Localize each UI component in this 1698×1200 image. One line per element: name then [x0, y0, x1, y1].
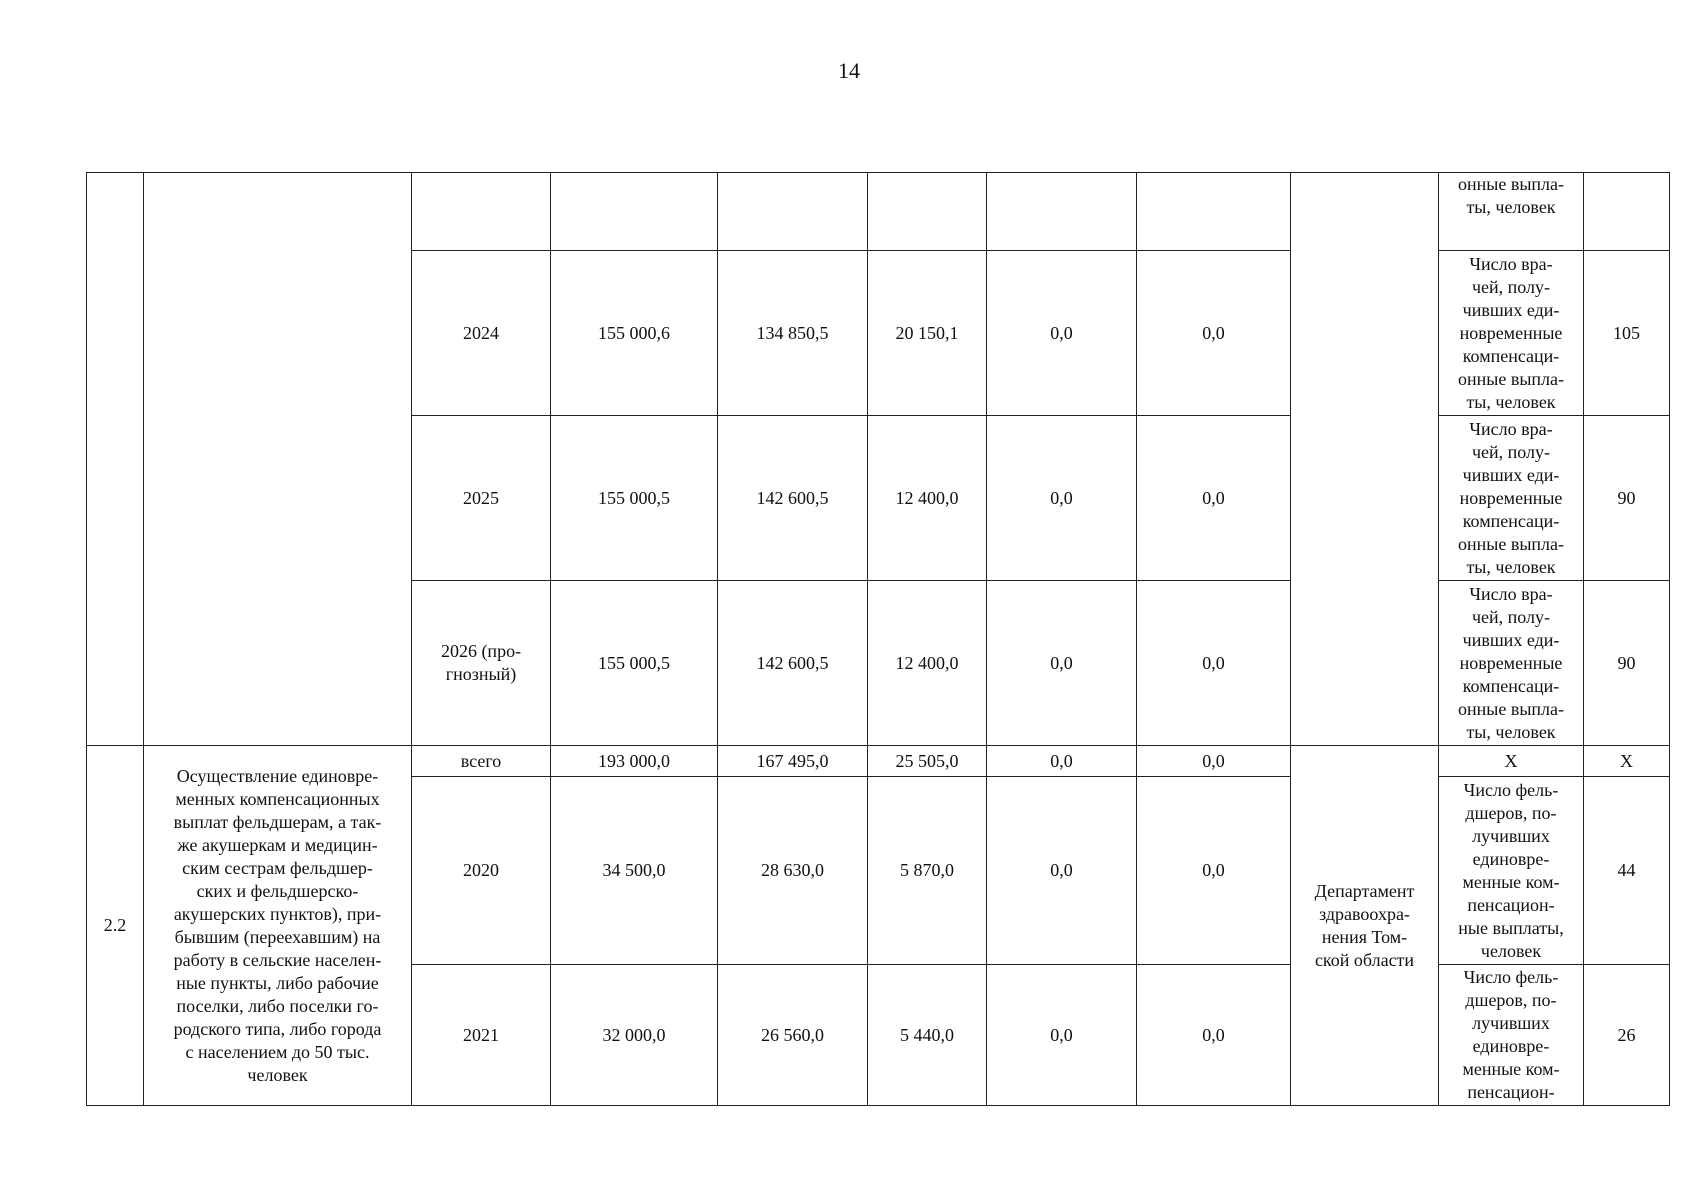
value-cell: Х — [1584, 746, 1670, 777]
description-cell: Осуществление единовре- менных компенсационных выплат фельдшерам, а так- же акушеркам и медицин- ским сестрам фельдшер- ских и фельдшерско- акушерских пунктов), при- бывшим (переехавшим) на работу в сельские населен- ные пункты, либо рабочие поселки, либо поселки го- родского типа, либо города с населением до 50 тыс. человек — [144, 746, 412, 1106]
indicator-cell: Число вра- чей, полу- чивших еди- новременные компенсаци- онные выпла- ты, человек — [1439, 581, 1584, 746]
year-cell: 2021 — [412, 965, 551, 1106]
federal-cell: 142 600,5 — [718, 416, 868, 581]
other-cell: 0,0 — [1137, 746, 1291, 777]
indicator-cell: Число вра- чей, полу- чивших еди- новременные компенсаци- онные выпла- ты, человек — [1439, 251, 1584, 416]
local-cell: 0,0 — [987, 416, 1137, 581]
indicator-cell: онные выпла- ты, человек — [1439, 173, 1584, 251]
total-cell: 32 000,0 — [551, 965, 718, 1106]
year-cell: 2024 — [412, 251, 551, 416]
federal-cell: 167 495,0 — [718, 746, 868, 777]
other-cell: 0,0 — [1137, 416, 1291, 581]
regional-cell — [868, 173, 987, 251]
regional-cell: 12 400,0 — [868, 581, 987, 746]
indicator-cell: Число вра- чей, полу- чивших еди- новременные компенсаци- онные выпла- ты, человек — [1439, 416, 1584, 581]
local-cell: 0,0 — [987, 777, 1137, 965]
value-cell: 44 — [1584, 777, 1670, 965]
total-cell: 155 000,5 — [551, 416, 718, 581]
local-cell — [987, 173, 1137, 251]
description-cell-prev — [144, 173, 412, 746]
total-cell: 193 000,0 — [551, 746, 718, 777]
total-cell: 155 000,6 — [551, 251, 718, 416]
regional-cell: 5 870,0 — [868, 777, 987, 965]
federal-cell: 134 850,5 — [718, 251, 868, 416]
indicator-cell: Число фель- дшеров, по- лучивших единовре- менные ком- пенсацион- — [1439, 965, 1584, 1106]
total-cell: 155 000,5 — [551, 581, 718, 746]
other-cell: 0,0 — [1137, 581, 1291, 746]
table-row — [87, 173, 1670, 251]
local-cell: 0,0 — [987, 746, 1137, 777]
local-cell: 0,0 — [987, 965, 1137, 1106]
department-cell: Департамент здравоохра- нения Том- ской области — [1291, 746, 1439, 1106]
regional-cell: 12 400,0 — [868, 416, 987, 581]
total-cell: 34 500,0 — [551, 777, 718, 965]
other-cell: 0,0 — [1137, 965, 1291, 1106]
other-cell: 0,0 — [1137, 777, 1291, 965]
year-cell: 2025 — [412, 416, 551, 581]
local-cell: 0,0 — [987, 581, 1137, 746]
value-cell: 26 — [1584, 965, 1670, 1106]
year-cell — [412, 173, 551, 251]
indicator-cell: Х — [1439, 746, 1584, 777]
department-cell-prev — [1291, 173, 1439, 746]
local-cell: 0,0 — [987, 251, 1137, 416]
year-cell: 2026 (про- гнозный) — [412, 581, 551, 746]
total-cell — [551, 173, 718, 251]
budget-table — [86, 172, 1670, 1106]
federal-cell — [718, 173, 868, 251]
other-cell: 0,0 — [1137, 251, 1291, 416]
federal-cell: 142 600,5 — [718, 581, 868, 746]
regional-cell: 5 440,0 — [868, 965, 987, 1106]
year-cell: всего — [412, 746, 551, 777]
table-row — [87, 746, 1670, 777]
regional-cell: 20 150,1 — [868, 251, 987, 416]
federal-cell: 28 630,0 — [718, 777, 868, 965]
value-cell: 90 — [1584, 416, 1670, 581]
year-cell: 2020 — [412, 777, 551, 965]
value-cell: 90 — [1584, 581, 1670, 746]
other-cell — [1137, 173, 1291, 251]
value-cell — [1584, 173, 1670, 251]
row-number-cell: 2.2 — [87, 746, 144, 1106]
regional-cell: 25 505,0 — [868, 746, 987, 777]
value-cell: 105 — [1584, 251, 1670, 416]
indicator-cell: Число фель- дшеров, по- лучивших единовре- менные ком- пенсацион- ные выплаты, человек — [1439, 777, 1584, 965]
page-number: 14 — [838, 58, 860, 83]
federal-cell: 26 560,0 — [718, 965, 868, 1106]
row-number-cell-prev — [87, 173, 144, 746]
